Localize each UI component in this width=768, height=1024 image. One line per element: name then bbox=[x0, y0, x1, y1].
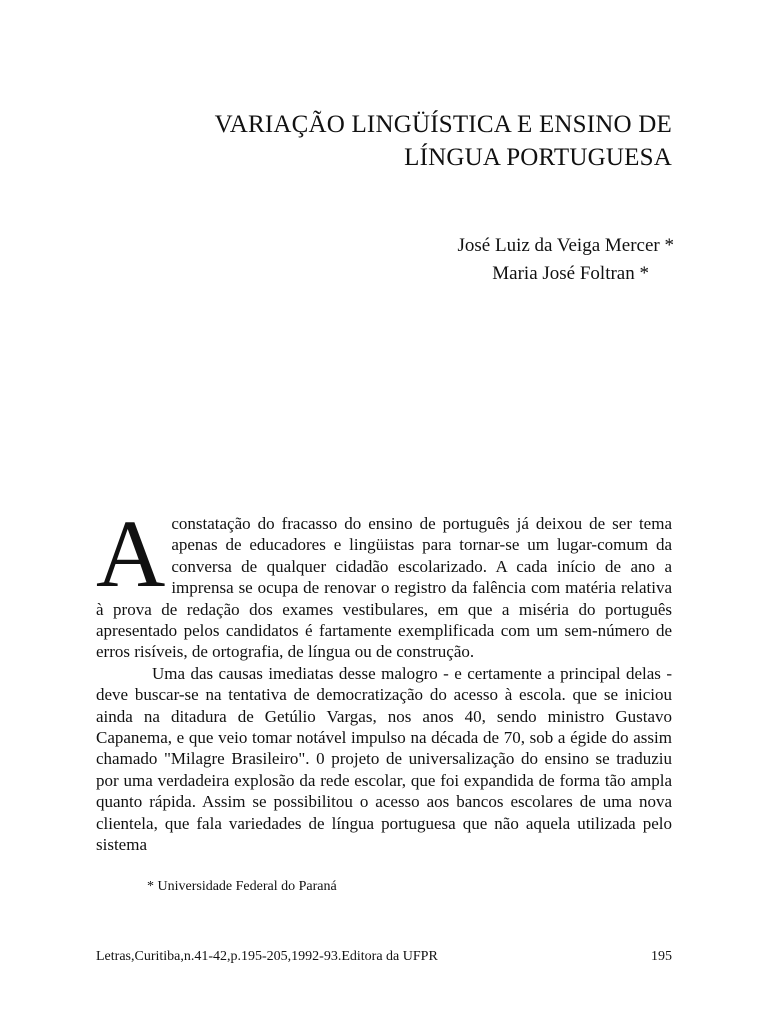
journal-reference: Letras,Curitiba,n.41-42,p.195-205,1992-93.Editora da UFPR bbox=[96, 949, 438, 964]
page-number: 195 bbox=[651, 949, 672, 964]
paragraph-text: constatação do fracasso do ensino de português já deixou de ser tema apenas de educadores e lingüistas para tornar-se um lugar-comum da conversa de qualquer cidadão escolarizado. A cada início de ano a imprensa se ocupa de renovar o registro da falência com matéria relativa à prova de redação dos exames vestibulares, em que a miséria do português apresentado pelos candidatos é fartamente exemplificada com um sem-número de erros risíveis, de ortografia, de língua ou de construção. bbox=[96, 514, 672, 662]
body-paragraph bbox=[96, 500, 672, 663]
author-list bbox=[300, 232, 674, 288]
author-name: José Luiz da Veiga Mercer * bbox=[457, 235, 674, 256]
article-body bbox=[96, 500, 672, 856]
author-affiliation-footnote: * Universidade Federal do Paraná bbox=[147, 879, 337, 894]
article-title bbox=[140, 108, 672, 174]
drop-cap-letter: A bbox=[96, 500, 166, 607]
article-title-line-1: VARIAÇÃO LINGÜÍSTICA E ENSINO DE bbox=[214, 111, 672, 138]
body-paragraph: Uma das causas imediatas desse malogro - e certamente a principal delas - deve buscar-se na tentativa de democratização do acesso à escola. que se iniciou ainda na ditadura de Getúlio Vargas, nos anos 40, sendo ministro Gustavo Capanema, e que veio tomar notável impulso na década de 70, sob a égide do assim chamado "Milagre Brasileiro". 0 projeto de universalização do ensino se traduziu por uma verdadeira explosão da rede escolar, que foi expandida de forma tão ampla quanto rápida. Assim se possibilitou o acesso aos bancos escolares de uma nova clientela, que fala variedades de língua portuguesa que não aquela utilizada pelo sistema bbox=[96, 663, 672, 855]
author-name: Maria José Foltran * bbox=[492, 263, 649, 284]
article-title-line-2: LÍNGUA PORTUGUESA bbox=[404, 144, 672, 171]
